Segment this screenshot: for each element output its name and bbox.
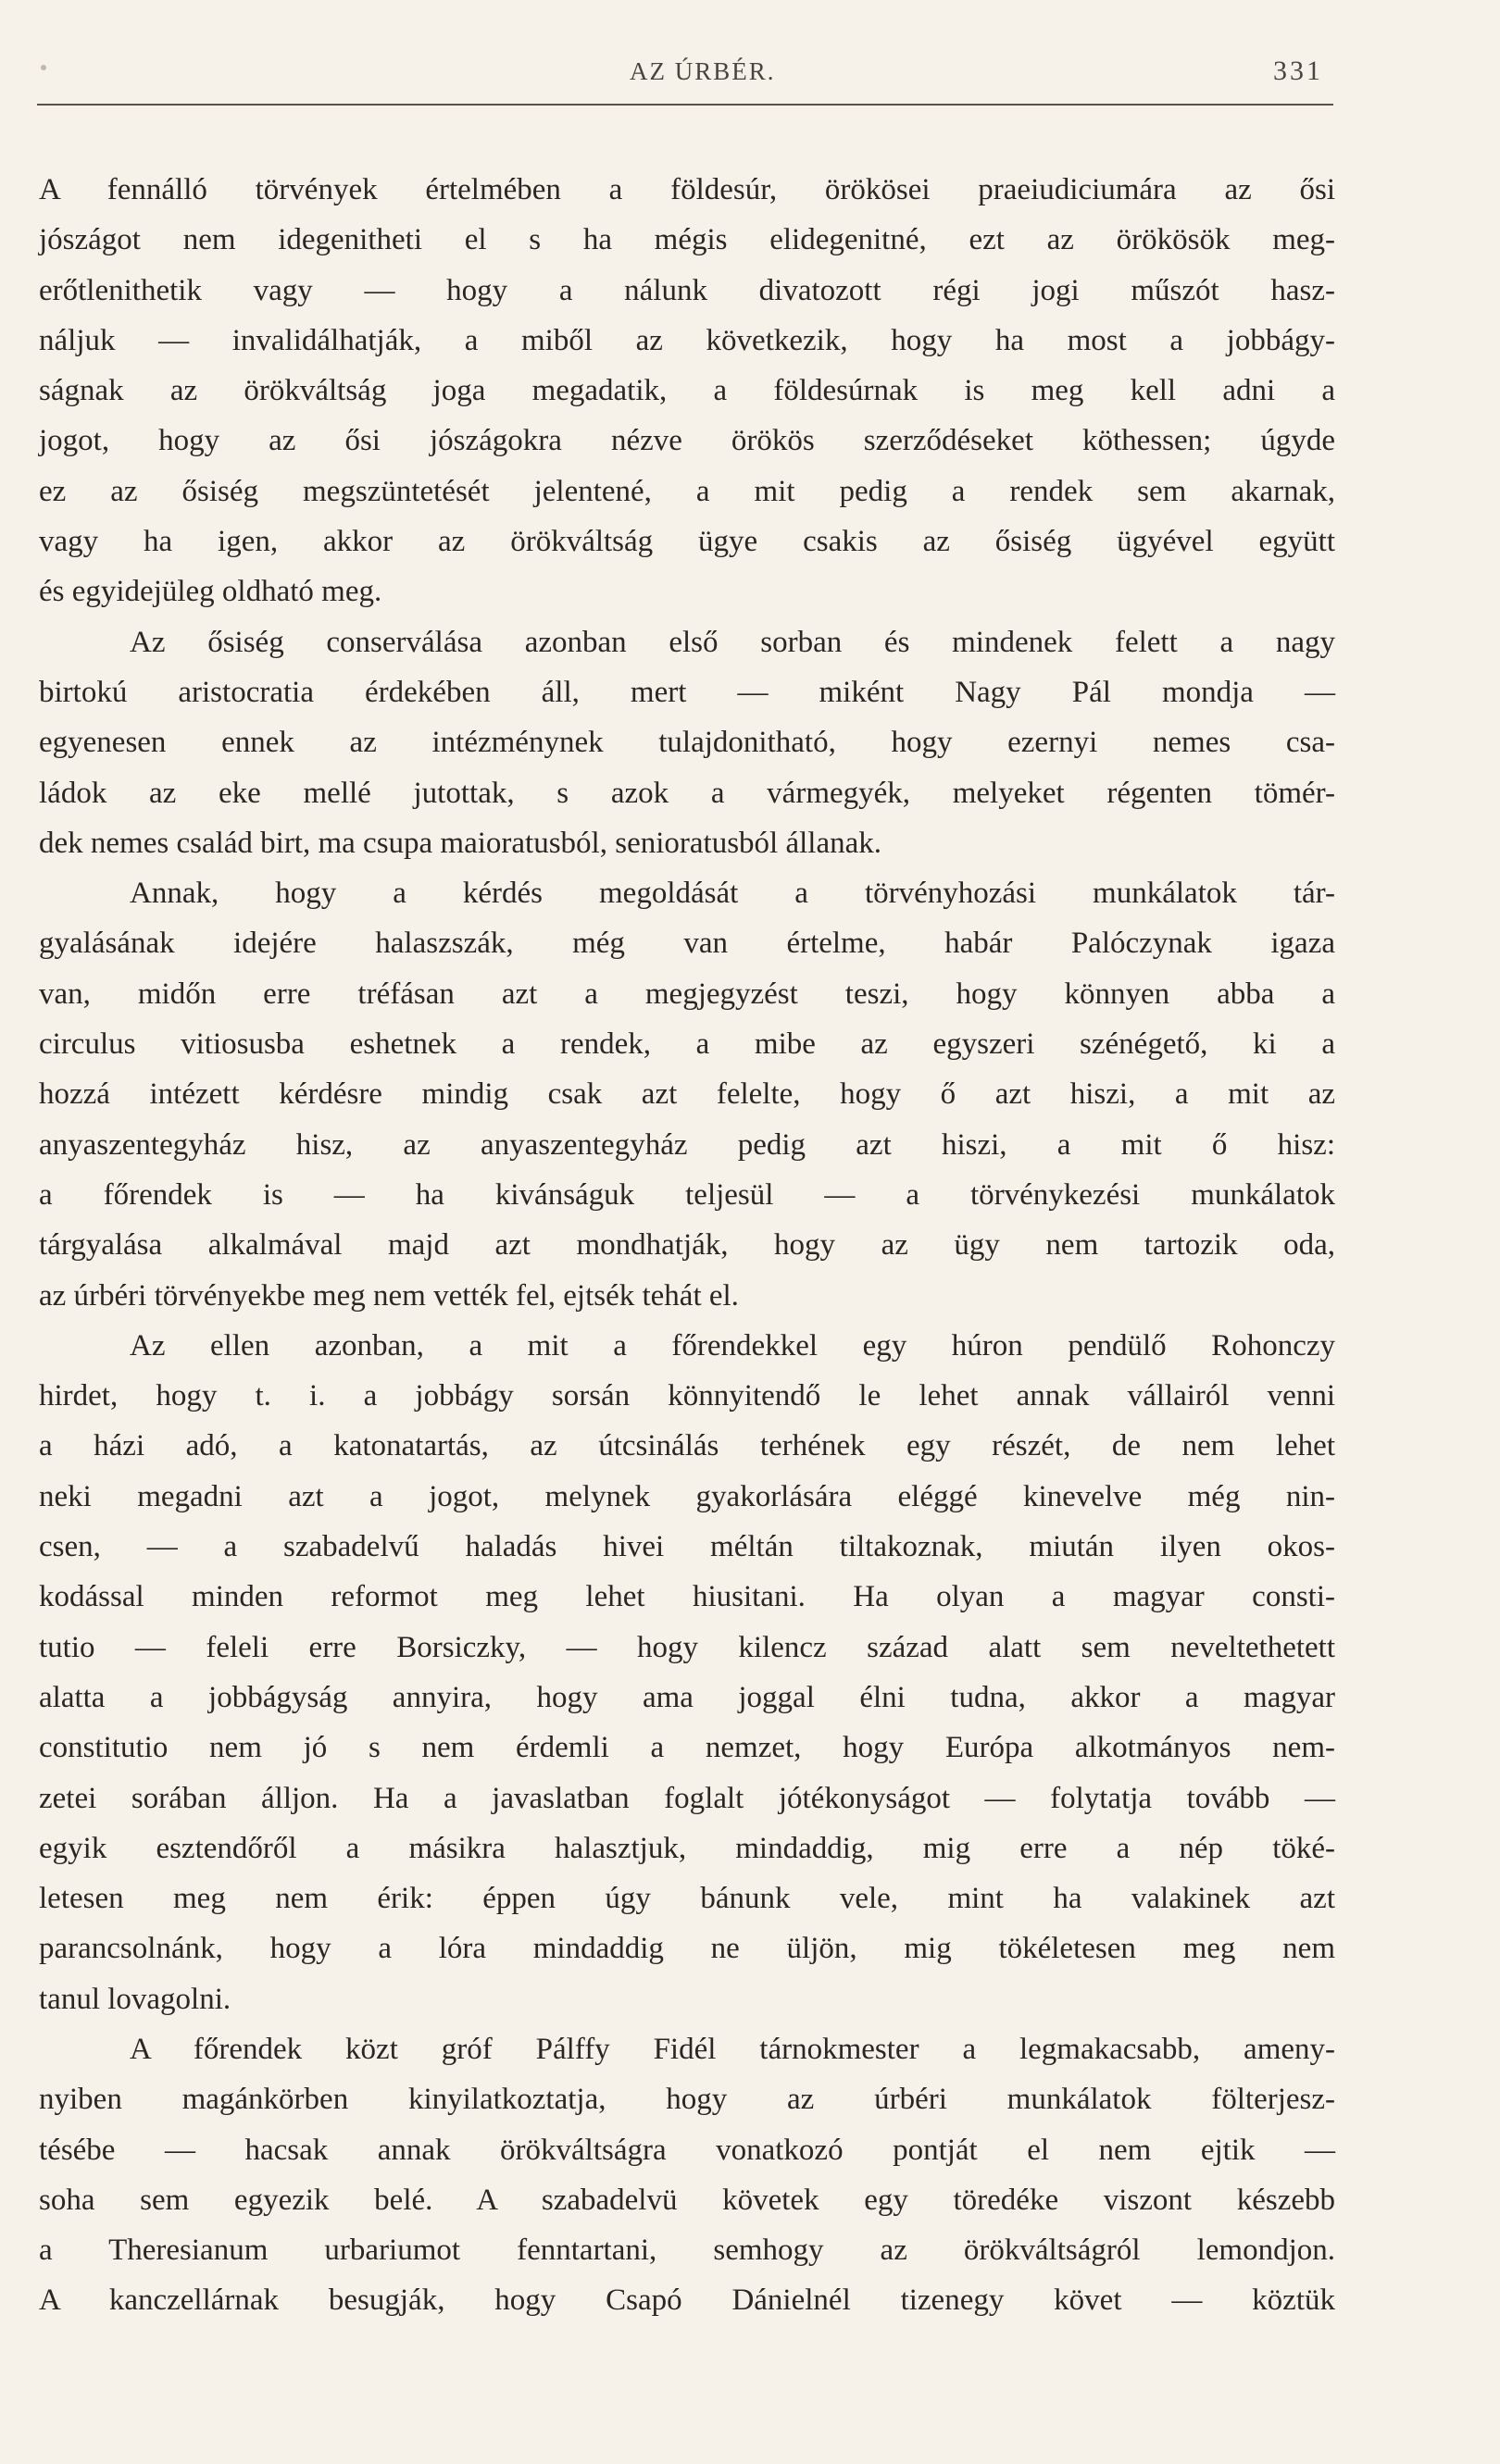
text-line: ez az ősiség megszüntetését jelentené, a mit pedig a rendek sem akarnak, (39, 474, 1335, 508)
paragraph-start-line: A főrendek közt gróf Pálffy Fidél tárnokmester a legmakacsabb, ameny- (130, 2032, 1335, 2066)
text-line: tutio — feleli erre Borsiczky, — hogy kilencz század alatt sem neveltethetett (39, 1630, 1335, 1664)
text-line: hozzá intézett kérdésre mindig csak azt felelte, hogy ő azt hiszi, a mit az (39, 1077, 1335, 1112)
text-line: soha sem egyezik belé. A szabadelvü követek egy töredéke viszont készebb (39, 2183, 1335, 2217)
text-line: a házi adó, a katonatartás, az útcsinálás terhének egy részét, de nem lehet (39, 1429, 1335, 1463)
text-line: anyaszentegyház hisz, az anyaszentegyház pedig azt hiszi, a mit ő hisz: (39, 1127, 1335, 1162)
text-line: zetei sorában álljon. Ha a javaslatban foglalt jótékonyságot — folytatja tovább — (39, 1781, 1335, 1815)
text-line: nyiben magánkörben kinyilatkoztatja, hogy az úrbéri munkálatok fölterjesz- (39, 2083, 1335, 2117)
text-line: jogot, hogy az ősi jószágokra nézve örökös szerződéseket köthessen; úgyde (39, 424, 1335, 458)
text-line: csen, — a szabadelvű haladás hivei méltán tiltakoznak, miután ilyen okos- (39, 1530, 1335, 1564)
text-line: gyalásának idejére halaszszák, még van értelme, habár Palóczynak igaza (39, 927, 1335, 961)
paragraph-end-line: tanul lovagolni. (39, 1982, 231, 2016)
text-line: tárgyalása alkalmával majd azt mondhatják, hogy az ügy nem tartozik oda, (39, 1228, 1335, 1263)
text-line: neki megadni azt a jogot, melynek gyakorlására eléggé kinevelve még nin- (39, 1479, 1335, 1513)
text-line: egyik esztendőről a másikra halasztjuk, mindaddig, mig erre a nép töké- (39, 1831, 1335, 1865)
text-line: letesen meg nem érik: éppen úgy bánunk vele, mint ha valakinek azt (39, 1882, 1335, 1916)
scan-speck (41, 65, 46, 70)
text-line: jószágot nem idegenitheti el s ha mégis elidegenitné, ezt az örökösök meg- (39, 223, 1335, 257)
text-line: hirdet, hogy t. i. a jobbágy sorsán könnyitendő le lehet annak vállairól venni (39, 1379, 1335, 1413)
text-line: circulus vitiosusba eshetnek a rendek, a mibe az egyszeri szénégető, ki a (39, 1027, 1335, 1062)
running-title: AZ ÚRBÉR. (630, 57, 776, 85)
page-number: 331 (1273, 56, 1323, 86)
text-line: birtokú aristocratia érdekében áll, mert — miként Nagy Pál mondja — (39, 675, 1335, 709)
text-body (39, 165, 1335, 2326)
text-line: constitutio nem jó s nem érdemli a nemzet, hogy Európa alkotmányos nem- (39, 1731, 1335, 1765)
text-line: vagy ha igen, akkor az örökváltság ügye csakis az ősiség ügyével együtt (39, 525, 1335, 559)
text-line: náljuk — invalidálhatják, a miből az következik, hogy ha most a jobbágy- (39, 323, 1335, 357)
page-header (37, 48, 1333, 104)
paragraph-start-line: Az ellen azonban, a mit a főrendekkel egy húron pendülő Rohonczy (130, 1328, 1335, 1363)
text-line: egyenesen ennek az intézménynek tulajdonitható, hogy ezernyi nemes csa- (39, 726, 1335, 760)
text-line: kodással minden reformot meg lehet hiusitani. Ha olyan a magyar consti- (39, 1580, 1335, 1614)
text-line: a Theresianum urbariumot fenntartani, semhogy az örökváltságról lemondjon. (39, 2234, 1335, 2268)
paragraph-start-line: Annak, hogy a kérdés megoldását a törvényhozási munkálatok tár- (130, 877, 1335, 911)
paragraph-end-line: dek nemes család birt, ma csupa maioratusból, senioratusból állanak. (39, 826, 881, 860)
paragraph-end-line: és egyidejüleg oldható meg. (39, 575, 382, 609)
text-line: tésébe — hacsak annak örökváltságra vonatkozó pontját el nem ejtik — (39, 2133, 1335, 2167)
text-line: parancsolnánk, hogy a lóra mindaddig ne üljön, mig tökéletesen meg nem (39, 1932, 1335, 1966)
text-line: alatta a jobbágyság annyira, hogy ama joggal élni tudna, akkor a magyar (39, 1680, 1335, 1714)
text-line: A kanczellárnak besugják, hogy Csapó Dánielnél tizenegy követ — köztük (39, 2284, 1335, 2318)
text-line: erőtlenithetik vagy — hogy a nálunk divatozott régi jogi műszót hasz- (39, 273, 1335, 307)
text-line: ládok az eke mellé jutottak, s azok a vármegyék, melyeket régenten tömér- (39, 776, 1335, 810)
header-rule (37, 104, 1333, 106)
paragraph-end-line: az úrbéri törvényekbe meg nem vették fel, ejtsék tehát el. (39, 1278, 739, 1313)
text-line: ságnak az örökváltság joga megadatik, a földesúrnak is meg kell adni a (39, 374, 1335, 408)
text-line: a főrendek is — ha kivánságuk teljesül — a törvénykezési munkálatok (39, 1177, 1335, 1212)
paragraph-start-line: Az ősiség conserválása azonban első sorban és mindenek felett a nagy (130, 625, 1335, 659)
text-line: A fennálló törvények értelmében a földesúr, örökösei praeiudiciumára az ősi (39, 173, 1335, 206)
text-line: van, midőn erre tréfásan azt a megjegyzést teszi, hogy könnyen abba a (39, 977, 1335, 1011)
